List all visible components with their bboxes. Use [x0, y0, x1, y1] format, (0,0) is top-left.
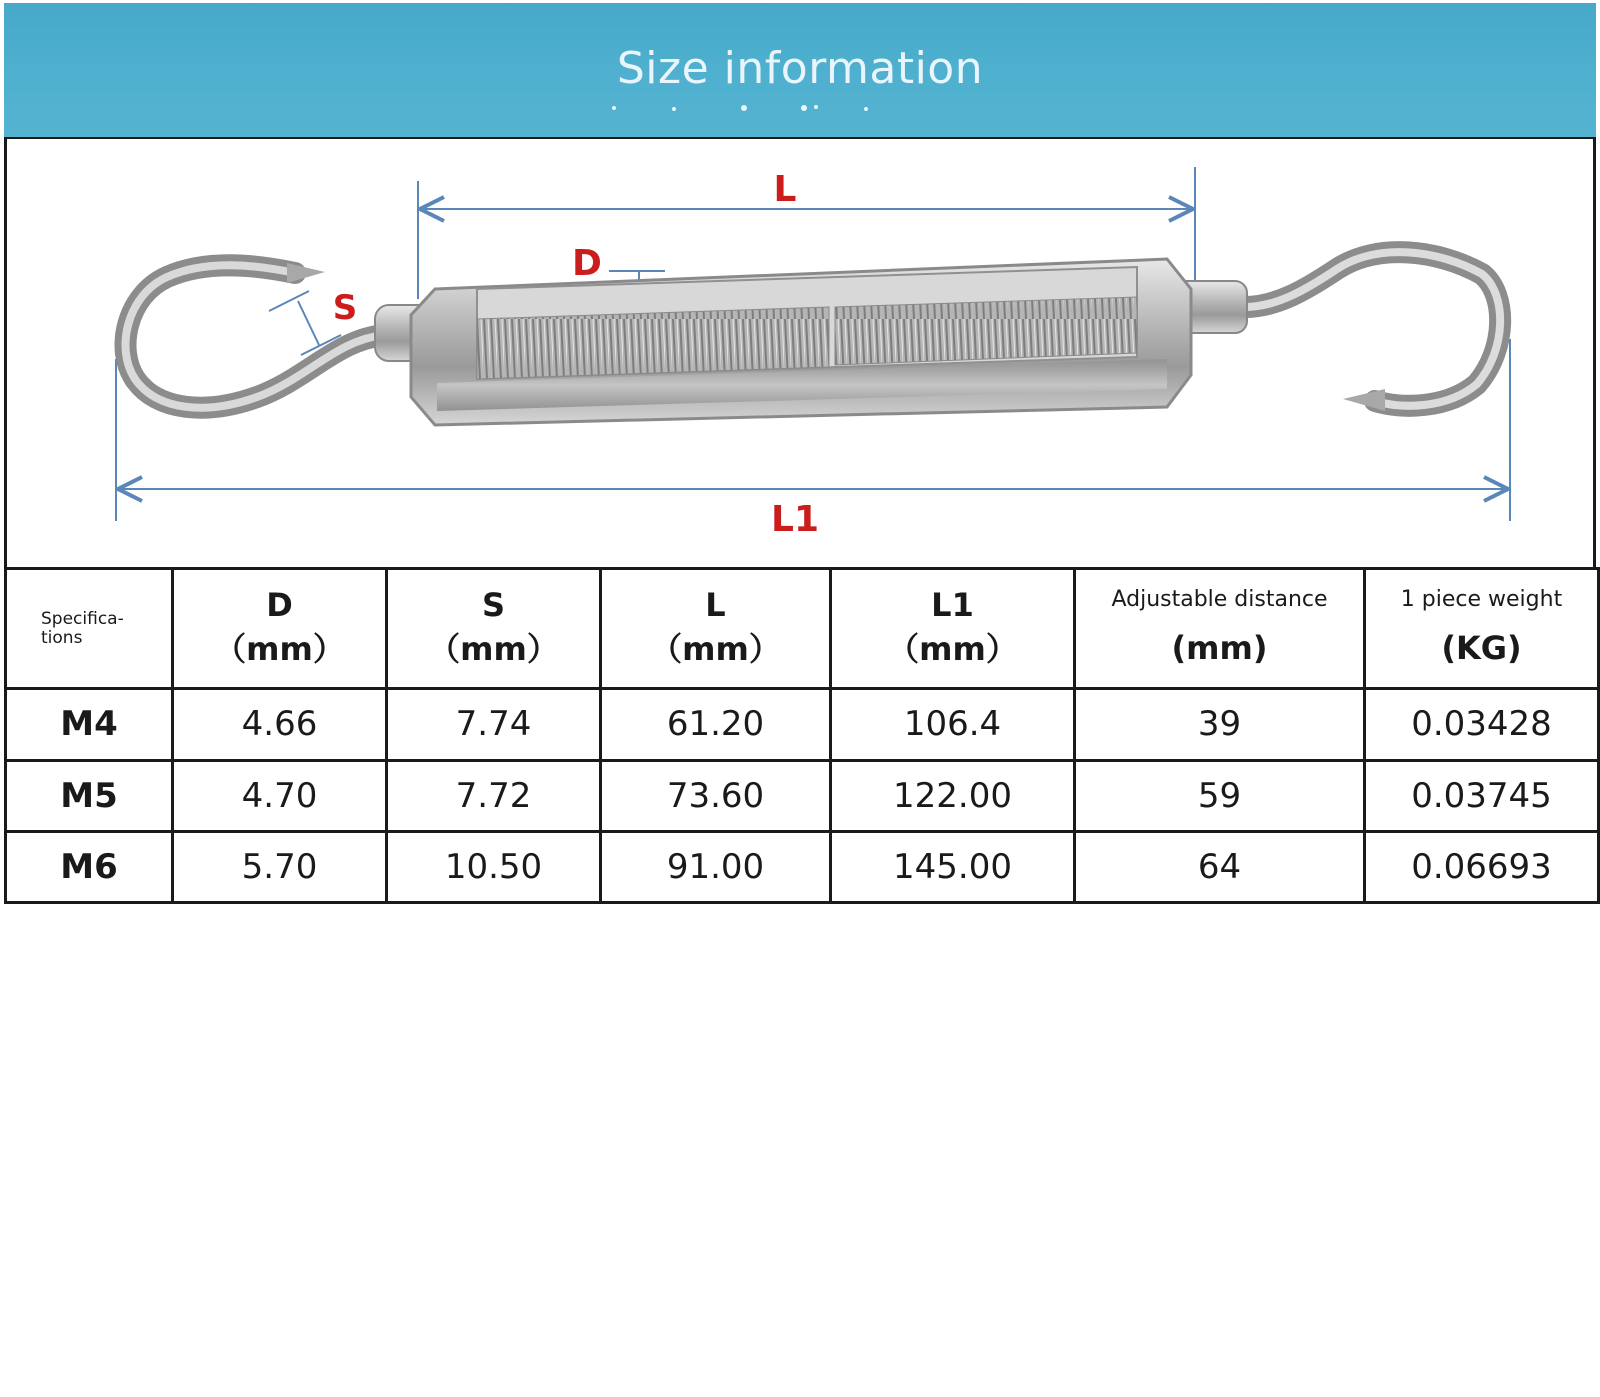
cell-S: 10.50	[387, 831, 601, 902]
header-S-name: S	[481, 585, 506, 624]
cell-L1: 145.00	[831, 831, 1075, 902]
header-adjust-name: Adjustable distance	[1111, 586, 1328, 612]
header-D-name: D	[266, 585, 293, 624]
cell-L1: 122.00	[831, 760, 1075, 831]
product-diagram	[4, 137, 1596, 569]
cell-D: 5.70	[173, 831, 387, 902]
header-S	[387, 569, 601, 689]
header-L1	[831, 569, 1075, 689]
label-L: L	[773, 169, 797, 210]
cell-D: 4.70	[173, 760, 387, 831]
label-D: D	[572, 243, 602, 284]
header-adjust-unit: (mm)	[1171, 628, 1268, 667]
header-weight-unit: (KG)	[1441, 628, 1522, 667]
cell-model: M4	[6, 689, 173, 760]
header-L-name: L	[705, 585, 726, 624]
right-threaded-rod	[835, 297, 1137, 365]
label-L1: L1	[771, 499, 819, 540]
header-weight	[1365, 569, 1599, 689]
cell-model: M6	[6, 831, 173, 902]
cell-adjust: 39	[1075, 689, 1365, 760]
cell-model: M5	[6, 760, 173, 831]
banner-title: Size information	[616, 43, 984, 94]
header-L1-unit: （mm）	[887, 629, 1018, 668]
header-D	[173, 569, 387, 689]
cell-L: 73.60	[601, 760, 831, 831]
header-spec	[6, 569, 173, 689]
header-S-unit: （mm）	[428, 629, 559, 668]
table-row	[6, 689, 1599, 760]
cell-L: 61.20	[601, 689, 831, 760]
cell-D: 4.66	[173, 689, 387, 760]
table-row	[6, 831, 1599, 902]
header-D-unit: （mm）	[214, 629, 345, 668]
size-table	[4, 567, 1600, 904]
left-threaded-rod	[477, 307, 829, 379]
cell-adjust: 64	[1075, 831, 1365, 902]
header-banner	[4, 3, 1596, 137]
cell-weight: 0.06693	[1365, 831, 1599, 902]
cell-S: 7.74	[387, 689, 601, 760]
header-L-unit: （mm）	[650, 629, 781, 668]
right-hook	[1245, 252, 1500, 406]
label-S: S	[332, 288, 358, 328]
banner-decoration	[604, 103, 884, 113]
cell-weight: 0.03428	[1365, 689, 1599, 760]
header-spec-label: Specifica- tions	[41, 608, 124, 648]
left-hook	[125, 265, 385, 407]
cell-S: 7.72	[387, 760, 601, 831]
cell-L1: 106.4	[831, 689, 1075, 760]
header-L	[601, 569, 831, 689]
cell-adjust: 59	[1075, 760, 1365, 831]
turnbuckle-diagram	[7, 139, 1593, 569]
cell-L: 91.00	[601, 831, 831, 902]
table-header-row	[6, 569, 1599, 689]
header-adjustable-distance	[1075, 569, 1365, 689]
header-L1-name: L1	[931, 585, 974, 624]
table-row	[6, 760, 1599, 831]
header-weight-name: 1 piece weight	[1400, 586, 1563, 612]
cell-weight: 0.03745	[1365, 760, 1599, 831]
